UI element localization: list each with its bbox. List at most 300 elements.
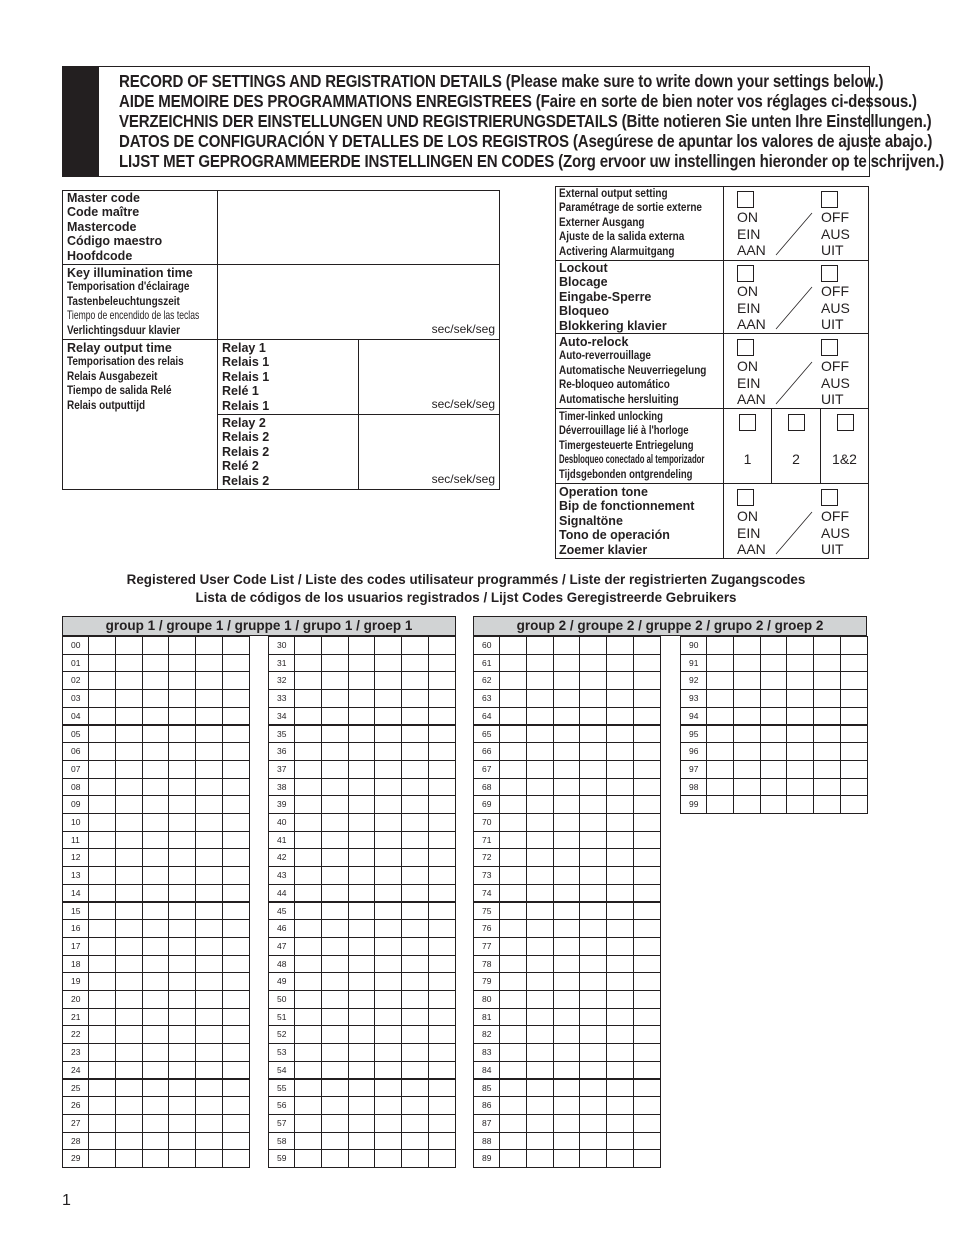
code-digit-cell[interactable] [294,795,322,814]
code-digit-cell[interactable] [786,654,814,673]
code-digit-cell[interactable] [222,813,250,832]
code-digit-cell[interactable] [142,742,170,761]
code-digit-cell[interactable] [553,1132,581,1151]
code-digit-cell[interactable] [706,671,734,690]
code-digit-cell[interactable] [168,742,196,761]
code-digit-cell[interactable] [579,689,607,708]
code-digit-cell[interactable] [606,955,634,974]
code-digit-cell[interactable] [115,972,143,991]
code-digit-cell[interactable] [813,636,841,655]
code-digit-cell[interactable] [840,778,868,797]
code-digit-cell[interactable] [88,813,116,832]
code-digit-cell[interactable] [88,1043,116,1062]
code-digit-cell[interactable] [633,1025,661,1044]
code-digit-cell[interactable] [428,1061,456,1080]
code-digit-cell[interactable] [579,1008,607,1027]
code-digit-cell[interactable] [526,760,554,779]
code-digit-cell[interactable] [348,1008,376,1027]
code-digit-cell[interactable] [526,742,554,761]
code-digit-cell[interactable] [168,636,196,655]
code-digit-cell[interactable] [786,742,814,761]
code-digit-cell[interactable] [633,866,661,885]
code-digit-cell[interactable] [401,990,429,1009]
code-digit-cell[interactable] [633,902,661,921]
code-digit-cell[interactable] [195,1079,223,1098]
code-digit-cell[interactable] [222,636,250,655]
code-digit-cell[interactable] [633,990,661,1009]
code-digit-cell[interactable] [499,1132,527,1151]
code-digit-cell[interactable] [321,795,349,814]
code-digit-cell[interactable] [168,1149,196,1168]
code-digit-cell[interactable] [142,760,170,779]
code-digit-cell[interactable] [553,1061,581,1080]
code-digit-cell[interactable] [88,671,116,690]
code-digit-cell[interactable] [401,671,429,690]
code-digit-cell[interactable] [321,654,349,673]
code-digit-cell[interactable] [88,866,116,885]
code-digit-cell[interactable] [733,795,761,814]
code-digit-cell[interactable] [168,1008,196,1027]
code-digit-cell[interactable] [606,937,634,956]
code-digit-cell[interactable] [142,1025,170,1044]
code-digit-cell[interactable] [374,1061,402,1080]
code-digit-cell[interactable] [499,1008,527,1027]
code-digit-cell[interactable] [115,866,143,885]
code-digit-cell[interactable] [579,636,607,655]
code-digit-cell[interactable] [374,1149,402,1168]
code-digit-cell[interactable] [168,1114,196,1133]
code-digit-cell[interactable] [606,1025,634,1044]
code-digit-cell[interactable] [321,636,349,655]
code-digit-cell[interactable] [428,884,456,903]
code-digit-cell[interactable] [374,1132,402,1151]
code-digit-cell[interactable] [88,1061,116,1080]
code-digit-cell[interactable] [348,725,376,744]
code-digit-cell[interactable] [195,778,223,797]
code-digit-cell[interactable] [633,1132,661,1151]
code-digit-cell[interactable] [222,990,250,1009]
code-digit-cell[interactable] [633,795,661,814]
code-digit-cell[interactable] [321,778,349,797]
code-digit-cell[interactable] [88,972,116,991]
code-digit-cell[interactable] [633,689,661,708]
code-digit-cell[interactable] [786,795,814,814]
code-digit-cell[interactable] [553,1149,581,1168]
code-digit-cell[interactable] [348,919,376,938]
code-digit-cell[interactable] [168,671,196,690]
code-digit-cell[interactable] [115,742,143,761]
code-digit-cell[interactable] [222,671,250,690]
code-digit-cell[interactable] [348,760,376,779]
code-digit-cell[interactable] [579,937,607,956]
relay1-time-field[interactable] [358,339,500,415]
code-digit-cell[interactable] [195,636,223,655]
code-digit-cell[interactable] [374,671,402,690]
code-digit-cell[interactable] [606,1061,634,1080]
code-digit-cell[interactable] [321,1114,349,1133]
code-digit-cell[interactable] [115,1114,143,1133]
code-digit-cell[interactable] [579,1132,607,1151]
code-digit-cell[interactable] [222,1132,250,1151]
code-digit-cell[interactable] [222,1149,250,1168]
code-digit-cell[interactable] [348,972,376,991]
code-digit-cell[interactable] [222,795,250,814]
code-digit-cell[interactable] [633,671,661,690]
code-digit-cell[interactable] [374,902,402,921]
code-digit-cell[interactable] [579,1061,607,1080]
code-digit-cell[interactable] [526,689,554,708]
code-digit-cell[interactable] [88,707,116,726]
code-digit-cell[interactable] [499,1096,527,1115]
code-digit-cell[interactable] [760,654,788,673]
code-digit-cell[interactable] [321,742,349,761]
code-digit-cell[interactable] [428,689,456,708]
code-digit-cell[interactable] [633,848,661,867]
code-digit-cell[interactable] [606,742,634,761]
code-digit-cell[interactable] [321,1079,349,1098]
timer-option-2-checkbox[interactable] [788,414,805,431]
code-digit-cell[interactable] [840,689,868,708]
code-digit-cell[interactable] [88,725,116,744]
code-digit-cell[interactable] [706,778,734,797]
code-digit-cell[interactable] [294,689,322,708]
code-digit-cell[interactable] [499,1149,527,1168]
code-digit-cell[interactable] [142,1132,170,1151]
code-digit-cell[interactable] [168,1043,196,1062]
code-digit-cell[interactable] [428,636,456,655]
code-digit-cell[interactable] [733,707,761,726]
code-digit-cell[interactable] [499,990,527,1009]
code-digit-cell[interactable] [606,1043,634,1062]
code-digit-cell[interactable] [840,636,868,655]
code-digit-cell[interactable] [294,937,322,956]
code-digit-cell[interactable] [606,813,634,832]
code-digit-cell[interactable] [499,937,527,956]
code-digit-cell[interactable] [579,955,607,974]
code-digit-cell[interactable] [374,760,402,779]
code-digit-cell[interactable] [115,725,143,744]
code-digit-cell[interactable] [195,884,223,903]
code-digit-cell[interactable] [553,990,581,1009]
code-digit-cell[interactable] [579,654,607,673]
code-digit-cell[interactable] [428,1079,456,1098]
code-digit-cell[interactable] [579,1096,607,1115]
code-digit-cell[interactable] [579,884,607,903]
code-digit-cell[interactable] [374,742,402,761]
code-digit-cell[interactable] [499,742,527,761]
code-digit-cell[interactable] [294,1008,322,1027]
code-digit-cell[interactable] [401,884,429,903]
code-digit-cell[interactable] [553,972,581,991]
code-digit-cell[interactable] [115,707,143,726]
code-digit-cell[interactable] [142,902,170,921]
code-digit-cell[interactable] [115,636,143,655]
code-digit-cell[interactable] [348,671,376,690]
code-digit-cell[interactable] [499,1079,527,1098]
code-digit-cell[interactable] [142,636,170,655]
external-output-on-checkbox[interactable] [737,191,754,208]
code-digit-cell[interactable] [294,742,322,761]
code-digit-cell[interactable] [840,671,868,690]
code-digit-cell[interactable] [294,760,322,779]
code-digit-cell[interactable] [499,919,527,938]
code-digit-cell[interactable] [553,884,581,903]
code-digit-cell[interactable] [428,902,456,921]
code-digit-cell[interactable] [401,1114,429,1133]
auto-relock-off-checkbox[interactable] [821,339,838,356]
code-digit-cell[interactable] [526,1149,554,1168]
code-digit-cell[interactable] [499,671,527,690]
code-digit-cell[interactable] [195,848,223,867]
code-digit-cell[interactable] [579,707,607,726]
code-digit-cell[interactable] [321,1149,349,1168]
code-digit-cell[interactable] [606,689,634,708]
code-digit-cell[interactable] [195,902,223,921]
code-digit-cell[interactable] [321,707,349,726]
code-digit-cell[interactable] [321,866,349,885]
code-digit-cell[interactable] [142,937,170,956]
code-digit-cell[interactable] [840,742,868,761]
code-digit-cell[interactable] [579,795,607,814]
code-digit-cell[interactable] [526,884,554,903]
code-digit-cell[interactable] [401,1079,429,1098]
code-digit-cell[interactable] [428,654,456,673]
code-digit-cell[interactable] [115,990,143,1009]
code-digit-cell[interactable] [222,742,250,761]
code-digit-cell[interactable] [499,725,527,744]
code-digit-cell[interactable] [760,725,788,744]
code-digit-cell[interactable] [168,778,196,797]
code-digit-cell[interactable] [401,972,429,991]
code-digit-cell[interactable] [428,671,456,690]
code-digit-cell[interactable] [553,689,581,708]
code-digit-cell[interactable] [168,990,196,1009]
code-digit-cell[interactable] [115,902,143,921]
code-digit-cell[interactable] [606,1008,634,1027]
code-digit-cell[interactable] [321,813,349,832]
code-digit-cell[interactable] [195,707,223,726]
code-digit-cell[interactable] [553,1114,581,1133]
code-digit-cell[interactable] [88,1096,116,1115]
code-digit-cell[interactable] [428,1149,456,1168]
code-digit-cell[interactable] [88,1132,116,1151]
code-digit-cell[interactable] [401,1132,429,1151]
code-digit-cell[interactable] [168,725,196,744]
code-digit-cell[interactable] [88,919,116,938]
code-digit-cell[interactable] [88,654,116,673]
code-digit-cell[interactable] [553,902,581,921]
code-digit-cell[interactable] [633,919,661,938]
code-digit-cell[interactable] [294,778,322,797]
code-digit-cell[interactable] [553,795,581,814]
code-digit-cell[interactable] [88,937,116,956]
code-digit-cell[interactable] [706,707,734,726]
code-digit-cell[interactable] [840,725,868,744]
code-digit-cell[interactable] [294,1025,322,1044]
code-digit-cell[interactable] [760,689,788,708]
code-digit-cell[interactable] [633,707,661,726]
code-digit-cell[interactable] [401,813,429,832]
code-digit-cell[interactable] [88,1008,116,1027]
code-digit-cell[interactable] [633,1061,661,1080]
code-digit-cell[interactable] [579,760,607,779]
code-digit-cell[interactable] [321,884,349,903]
code-digit-cell[interactable] [374,707,402,726]
code-digit-cell[interactable] [142,689,170,708]
code-digit-cell[interactable] [733,636,761,655]
code-digit-cell[interactable] [606,1114,634,1133]
code-digit-cell[interactable] [348,654,376,673]
code-digit-cell[interactable] [733,760,761,779]
code-digit-cell[interactable] [88,742,116,761]
code-digit-cell[interactable] [499,707,527,726]
code-digit-cell[interactable] [374,813,402,832]
code-digit-cell[interactable] [115,831,143,850]
code-digit-cell[interactable] [115,760,143,779]
code-digit-cell[interactable] [813,671,841,690]
code-digit-cell[interactable] [786,671,814,690]
external-output-off-checkbox[interactable] [821,191,838,208]
code-digit-cell[interactable] [840,795,868,814]
code-digit-cell[interactable] [374,919,402,938]
code-digit-cell[interactable] [633,1008,661,1027]
code-digit-cell[interactable] [428,972,456,991]
code-digit-cell[interactable] [428,831,456,850]
code-digit-cell[interactable] [348,1114,376,1133]
code-digit-cell[interactable] [633,972,661,991]
code-digit-cell[interactable] [633,1149,661,1168]
code-digit-cell[interactable] [222,1008,250,1027]
code-digit-cell[interactable] [526,778,554,797]
code-digit-cell[interactable] [606,919,634,938]
code-digit-cell[interactable] [760,760,788,779]
code-digit-cell[interactable] [88,902,116,921]
code-digit-cell[interactable] [115,919,143,938]
code-digit-cell[interactable] [579,725,607,744]
code-digit-cell[interactable] [374,689,402,708]
code-digit-cell[interactable] [142,1061,170,1080]
code-digit-cell[interactable] [579,990,607,1009]
code-digit-cell[interactable] [115,848,143,867]
code-digit-cell[interactable] [499,778,527,797]
code-digit-cell[interactable] [633,725,661,744]
code-digit-cell[interactable] [499,866,527,885]
code-digit-cell[interactable] [348,1149,376,1168]
code-digit-cell[interactable] [115,1043,143,1062]
code-digit-cell[interactable] [526,636,554,655]
code-digit-cell[interactable] [633,742,661,761]
code-digit-cell[interactable] [294,866,322,885]
code-digit-cell[interactable] [553,1008,581,1027]
code-digit-cell[interactable] [321,1096,349,1115]
code-digit-cell[interactable] [142,955,170,974]
code-digit-cell[interactable] [348,1079,376,1098]
code-digit-cell[interactable] [813,725,841,744]
code-digit-cell[interactable] [526,1061,554,1080]
code-digit-cell[interactable] [526,671,554,690]
code-digit-cell[interactable] [499,813,527,832]
code-digit-cell[interactable] [526,937,554,956]
code-digit-cell[interactable] [142,1149,170,1168]
code-digit-cell[interactable] [428,1132,456,1151]
code-digit-cell[interactable] [168,848,196,867]
code-digit-cell[interactable] [168,654,196,673]
code-digit-cell[interactable] [579,671,607,690]
code-digit-cell[interactable] [813,689,841,708]
code-digit-cell[interactable] [579,742,607,761]
code-digit-cell[interactable] [786,778,814,797]
code-digit-cell[interactable] [499,654,527,673]
code-digit-cell[interactable] [88,990,116,1009]
code-digit-cell[interactable] [115,937,143,956]
code-digit-cell[interactable] [142,778,170,797]
code-digit-cell[interactable] [374,884,402,903]
code-digit-cell[interactable] [579,1114,607,1133]
code-digit-cell[interactable] [499,848,527,867]
code-digit-cell[interactable] [579,972,607,991]
code-digit-cell[interactable] [195,937,223,956]
code-digit-cell[interactable] [222,937,250,956]
code-digit-cell[interactable] [633,636,661,655]
code-digit-cell[interactable] [374,636,402,655]
code-digit-cell[interactable] [222,1114,250,1133]
code-digit-cell[interactable] [401,902,429,921]
code-digit-cell[interactable] [348,831,376,850]
timer-option-12-checkbox[interactable] [837,414,854,431]
code-digit-cell[interactable] [348,848,376,867]
code-digit-cell[interactable] [222,654,250,673]
code-digit-cell[interactable] [606,1079,634,1098]
code-digit-cell[interactable] [606,902,634,921]
operation-tone-off-checkbox[interactable] [821,489,838,506]
code-digit-cell[interactable] [606,725,634,744]
code-digit-cell[interactable] [115,689,143,708]
operation-tone-on-checkbox[interactable] [737,489,754,506]
code-digit-cell[interactable] [401,742,429,761]
code-digit-cell[interactable] [606,636,634,655]
code-digit-cell[interactable] [115,955,143,974]
code-digit-cell[interactable] [348,866,376,885]
code-digit-cell[interactable] [606,1132,634,1151]
code-digit-cell[interactable] [321,955,349,974]
code-digit-cell[interactable] [222,760,250,779]
code-digit-cell[interactable] [813,654,841,673]
lockout-off-checkbox[interactable] [821,265,838,282]
code-digit-cell[interactable] [374,1079,402,1098]
code-digit-cell[interactable] [142,1114,170,1133]
code-digit-cell[interactable] [579,902,607,921]
code-digit-cell[interactable] [195,955,223,974]
code-digit-cell[interactable] [499,1061,527,1080]
code-digit-cell[interactable] [195,1132,223,1151]
code-digit-cell[interactable] [606,990,634,1009]
code-digit-cell[interactable] [401,1025,429,1044]
code-digit-cell[interactable] [553,760,581,779]
code-digit-cell[interactable] [115,1061,143,1080]
code-digit-cell[interactable] [88,848,116,867]
code-digit-cell[interactable] [168,795,196,814]
code-digit-cell[interactable] [706,795,734,814]
code-digit-cell[interactable] [294,955,322,974]
code-digit-cell[interactable] [374,866,402,885]
code-digit-cell[interactable] [168,884,196,903]
code-digit-cell[interactable] [813,742,841,761]
code-digit-cell[interactable] [348,1043,376,1062]
code-digit-cell[interactable] [526,1008,554,1027]
code-digit-cell[interactable] [499,955,527,974]
code-digit-cell[interactable] [195,813,223,832]
code-digit-cell[interactable] [374,778,402,797]
